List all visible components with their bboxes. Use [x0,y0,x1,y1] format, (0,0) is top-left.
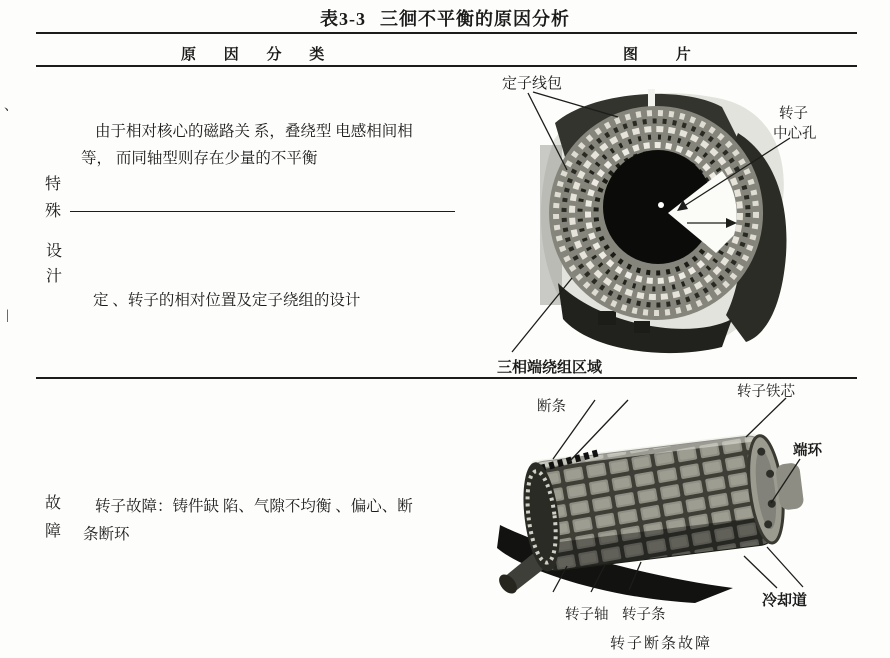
stator-winding-photo [540,85,792,360]
table-row-divider-rule [36,377,857,379]
page-title [0,5,890,31]
margin-mark-comma: 、 [4,99,18,114]
category-char-shu: 殊 [45,203,62,220]
sub-row-underline [70,211,455,212]
broken-rotor-bar-photo [495,410,815,606]
rotor-figure-caption: 转子断条故障 [610,636,713,652]
cause-paragraph-2: 定 、转子的相对位置及定子绕组的设计 [93,292,361,309]
cause-paragraph-line1: 由于相对核心的磁路关 系，叠绕型 电感相间相 [95,123,413,140]
category-char-she: 设 [46,243,63,260]
label-cooling-duct: 冷却道 [762,593,808,609]
label-rotor-core: 转子铁芯 [737,384,795,400]
fault-line1: 转子故障：铸件缺 陷、气隙不均衡 、偏心、断 [95,498,413,515]
column-header-picture: 图 片 [623,47,708,63]
category-char-te: 特 [45,176,62,193]
label-rotor-center-hole-line1: 转子 [779,106,808,122]
label-rotor-center-hole-line2: 中心孔 [773,126,817,142]
table-title-text: 三徊不平衡的原因分析 [380,9,570,29]
cause-paragraph-line2: 等， 而同轴型则存在少量的不平衡 [81,150,318,167]
category-char-zhang: 障 [45,523,62,540]
fault-line2: 条断环 [83,526,130,543]
table-header-rule [36,65,857,67]
label-broken-bar: 断条 [537,399,566,415]
label-stator-winding: 定子线包 [502,76,563,92]
category-char-ji: 汁 [46,268,63,285]
category-char-gu: 故 [45,495,62,512]
label-rotor-bar: 转子条 [622,607,666,623]
table-number: 表3-3 [320,9,366,29]
label-rotor-shaft: 转子轴 [565,607,609,623]
label-end-ring: 端环 [793,443,822,459]
margin-mark-bar: | [6,308,9,323]
table-top-rule [36,32,857,34]
column-header-cause: 原 因 分 类 [181,47,337,63]
label-three-phase-end-winding-region: 三相端绕组区域 [497,360,603,376]
